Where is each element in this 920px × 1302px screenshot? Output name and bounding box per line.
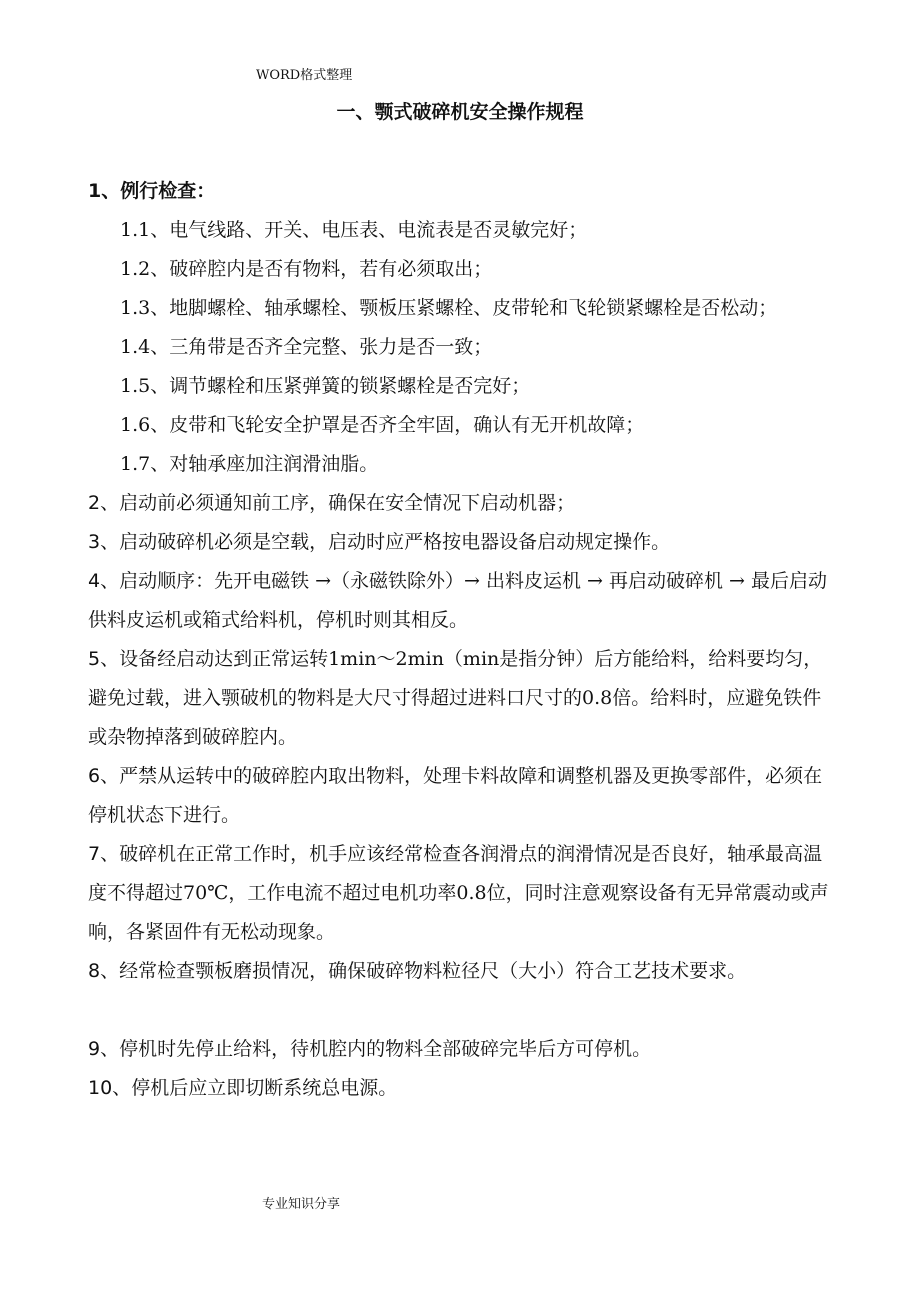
rule-2 [88,484,836,523]
rule-9 [88,1030,836,1069]
rule-number: 8、 [88,960,120,982]
check-item-1-2: 1.2、破碎腔内是否有物料，若有必须取出； [120,258,493,280]
rule-text: 停机后应立即切断系统总电源。 [131,1077,398,1099]
document-body [88,172,836,1108]
rule-text: 停机时先停止给料，待机腔内的物料全部破碎完毕后方可停机。 [119,1038,652,1060]
rule-5 [88,640,836,757]
rule-number: 10、 [88,1077,132,1099]
rule-6 [88,757,836,835]
rule-text: 经常检查颚板磨损情况，确保破碎物料粒径尺（大小）符合工艺技术要求。 [119,960,747,982]
rule-7 [88,835,836,952]
rule-text: 启动前必须通知前工序，确保在安全情况下启动机器； [119,492,576,514]
check-item-1-4: 1.4、三角带是否齐全完整、张力是否一致； [120,336,493,358]
rule-number: 5、 [88,648,120,670]
section-heading: 1、例行检查： [88,180,216,202]
rule-3 [88,523,836,562]
rule-number: 6、 [88,765,120,787]
rule-text: 严禁从运转中的破碎腔内取出物料，处理卡料故障和调整机器及更换零部件，必须在停机状态下进行。 [88,765,823,826]
check-item-1-6: 1.6、皮带和飞轮安全护罩是否齐全牢固，确认有无开机故障； [120,414,645,436]
page-header: WORD格式整理 [256,68,353,83]
paragraph-gap [88,991,836,1030]
rule-4 [88,562,836,640]
rule-10 [88,1069,836,1108]
rule-number: 7、 [88,843,120,865]
rule-number: 4、 [88,570,120,592]
check-item-1-3: 1.3、地脚螺栓、轴承螺栓、颚板压紧螺栓、皮带轮和飞轮锁紧螺栓是否松动； [120,297,778,319]
page-footer: 专业知识分享 [262,1197,341,1212]
rule-text: 设备经启动达到正常运转1min～2min（min是指分钟）后方能给料，给料要均匀，避免过载，进入颚破机的物料是大尺寸得超过进料口尺寸的0.8倍。给料时，应避免铁件或杂物掉落到破碎腔内。 [88,648,823,748]
rule-text: 启动顺序：先开电磁铁 →（永磁铁除外）→ 出料皮运机 → 再启动破碎机 → 最后启动供料皮运机或箱式给料机，停机时则其相反。 [88,570,828,631]
rule-number: 3、 [88,531,120,553]
rule-text: 启动破碎机必须是空载，启动时应严格按电器设备启动规定操作。 [119,531,671,553]
rule-8 [88,952,836,991]
rule-number: 9、 [88,1038,120,1060]
check-item-1-1: 1.1、电气线路、开关、电压表、电流表是否灵敏完好； [120,219,588,241]
rule-number: 2、 [88,492,120,514]
check-item-1-7: 1.7、对轴承座加注润滑油脂。 [120,453,379,475]
rule-text: 破碎机在正常工作时，机手应该经常检查各润滑点的润滑情况是否良好，轴承最高温度不得超过70℃，工作电流不超过电机功率0.8位，同时注意观察设备有无异常震动或声响，各紧固件有无松动现象。 [88,843,829,943]
check-item-1-5: 1.5、调节螺栓和压紧弹簧的锁紧螺栓是否完好； [120,375,531,397]
document-title: 一、颚式破碎机安全操作规程 [336,101,584,123]
